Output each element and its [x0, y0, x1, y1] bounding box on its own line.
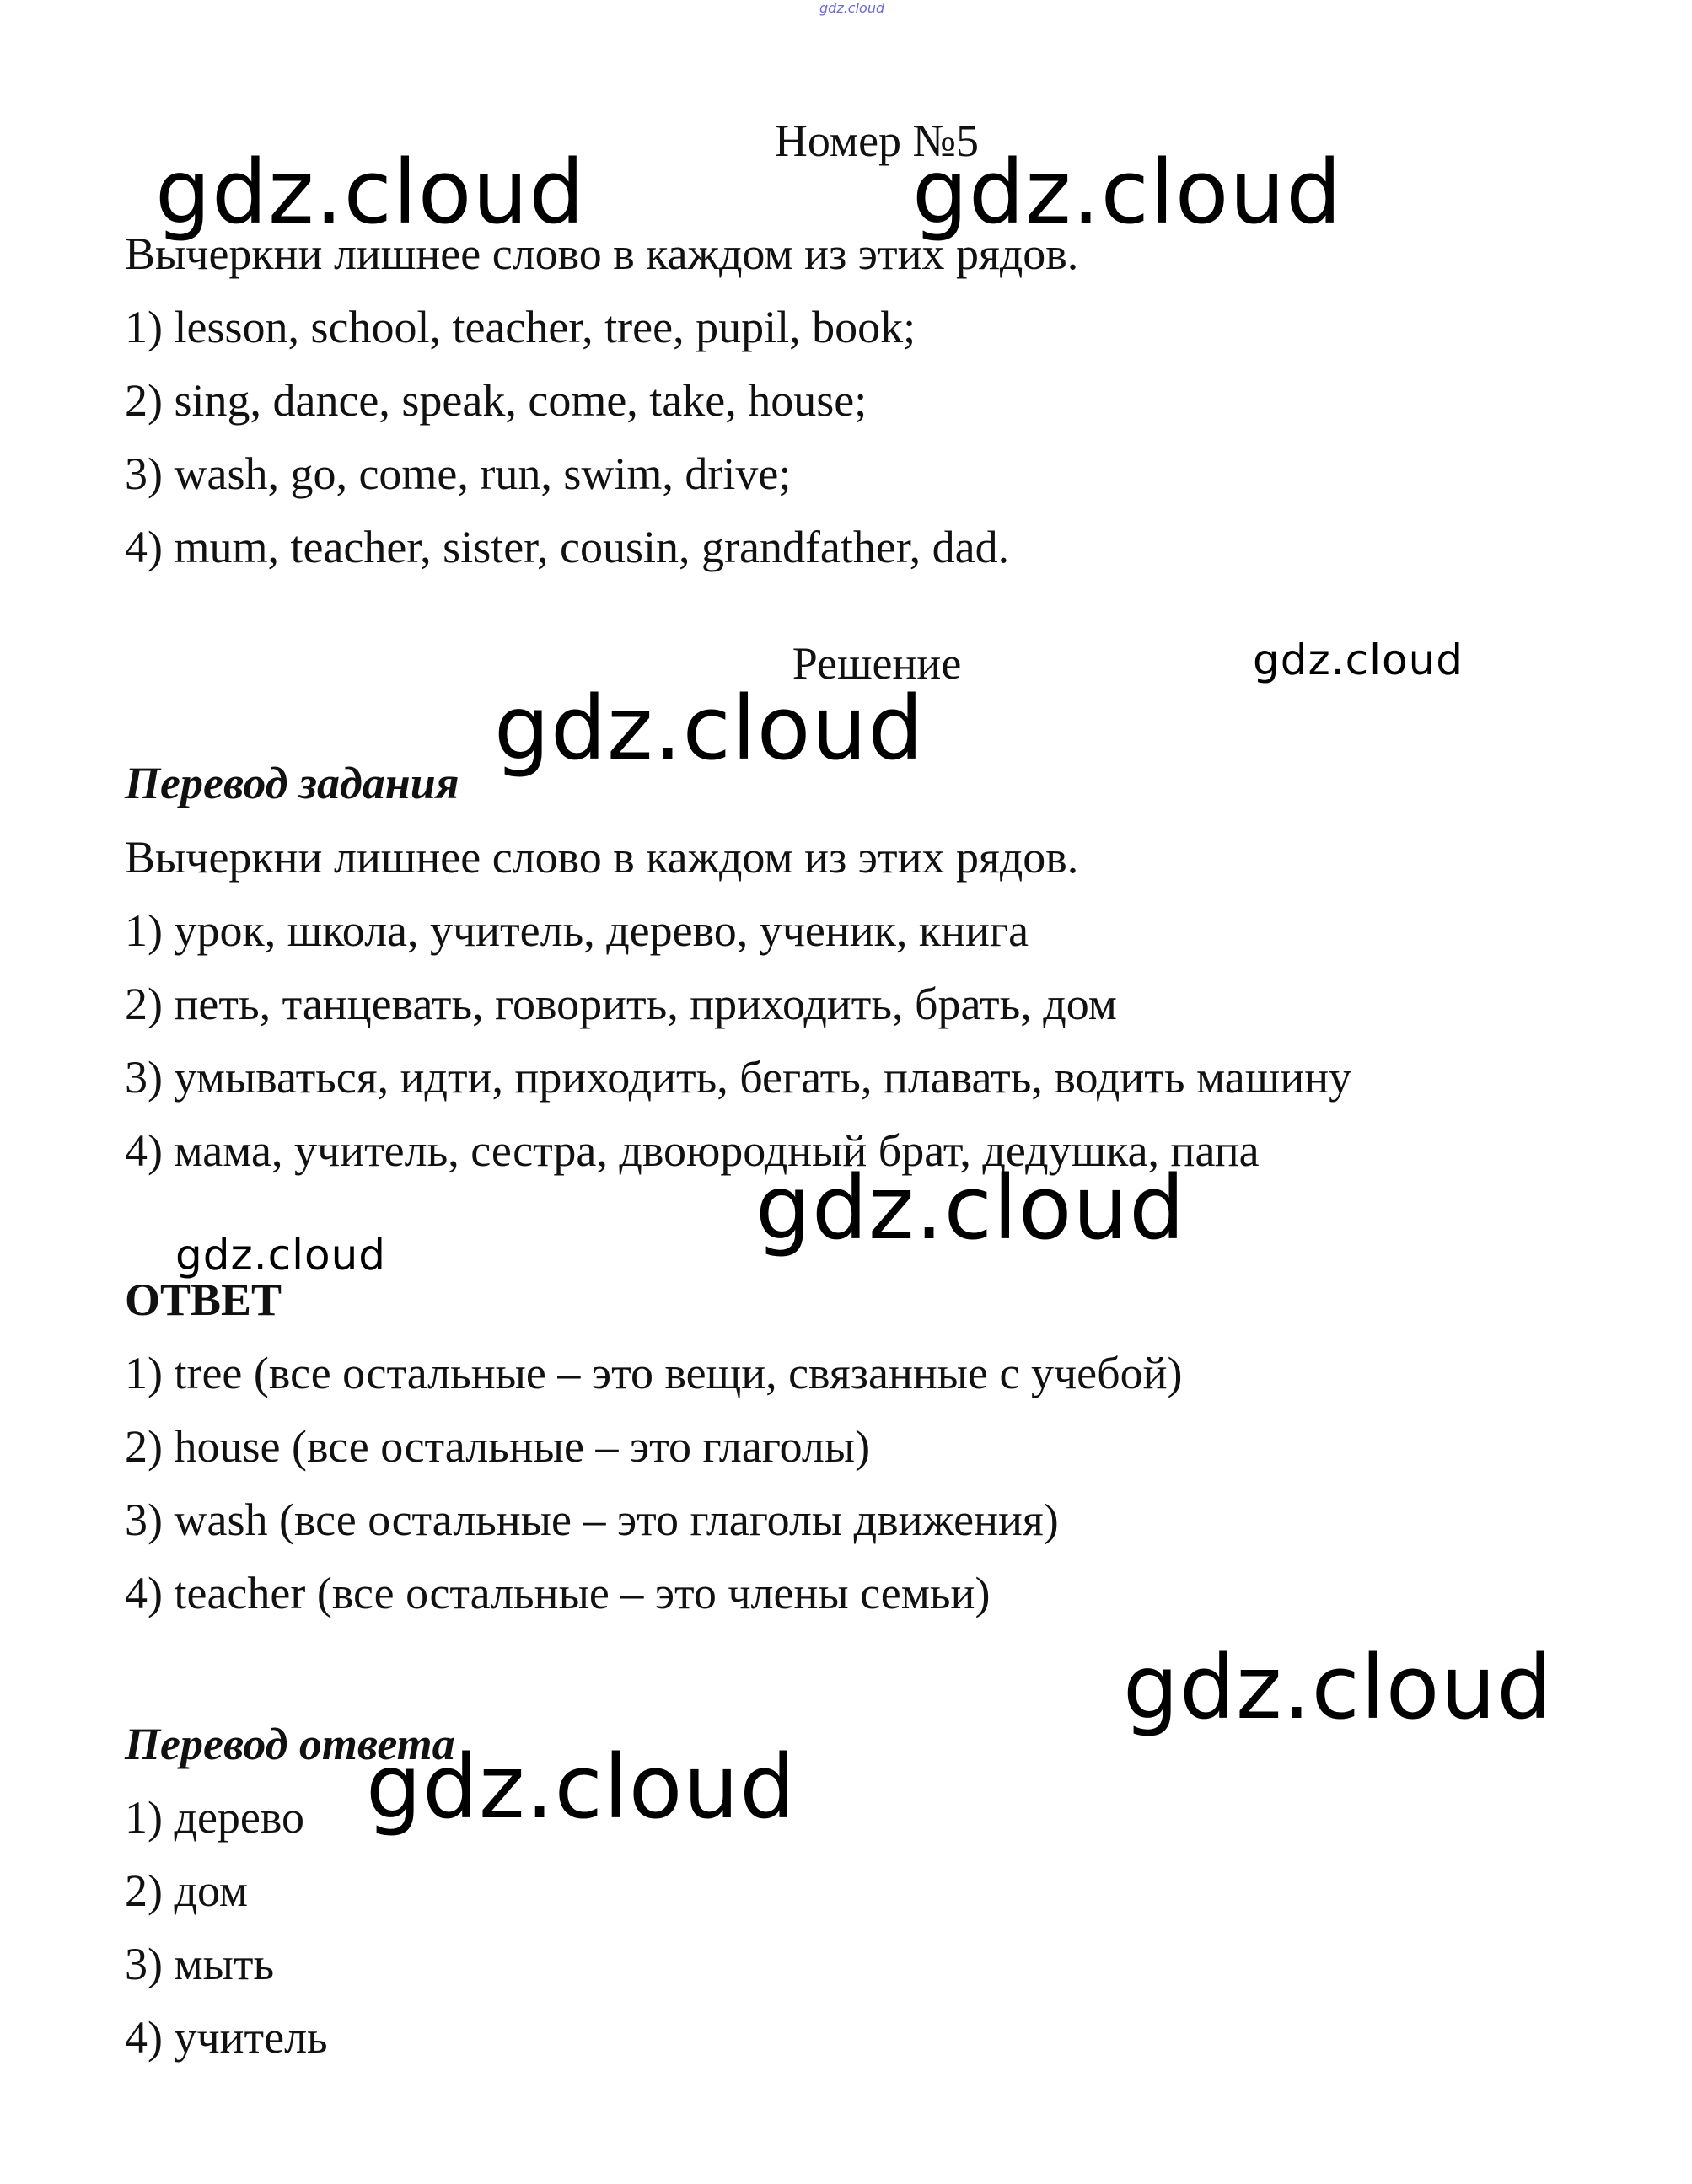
task-instruction: Вычеркни лишнее слово в каждом из этих рядов.: [125, 228, 1079, 279]
answer-item: 1) tree (все остальные – это вещи, связанные с учебой): [125, 1348, 1183, 1398]
task-translation-item: 1) урок, школа, учитель, дерево, ученик, книга: [125, 905, 1029, 956]
watermark: gdz.cloud: [1123, 1636, 1554, 1739]
watermark: gdz.cloud: [755, 1156, 1186, 1259]
watermark: gdz.cloud: [175, 1231, 387, 1280]
answer-translation-item: 1) дерево: [125, 1792, 305, 1843]
answer-translation-heading: Перевод ответа: [125, 1719, 455, 1769]
watermark: gdz.cloud: [155, 141, 586, 244]
task-item: 3) wash, go, come, run, swim, drive;: [125, 448, 792, 499]
watermark: gdz.cloud: [912, 141, 1343, 244]
page-title: Номер №5: [774, 115, 980, 166]
answer-translation-item: 3) мыть: [125, 1939, 275, 1989]
task-item: 2) sing, dance, speak, come, take, house;: [125, 375, 867, 426]
task-item: 4) mum, teacher, sister, cousin, grandfather, dad.: [125, 522, 1010, 572]
top-watermark: gdz.cloud: [819, 0, 885, 16]
answer-item: 2) house (все остальные – это глаголы): [125, 1421, 871, 1472]
answer-item: 4) teacher (все остальные – это члены семьи): [125, 1568, 991, 1618]
answer-heading: ОТВЕТ: [125, 1274, 282, 1325]
watermark: gdz.cloud: [366, 1736, 797, 1838]
solution-label: Решение: [792, 638, 962, 689]
watermark: gdz.cloud: [494, 677, 925, 780]
answer-item: 3) wash (все остальные – это глаголы движения): [125, 1494, 1059, 1545]
task-translation-instruction: Вычеркни лишнее слово в каждом из этих рядов.: [125, 832, 1079, 883]
task-translation-heading: Перевод задания: [125, 758, 459, 808]
answer-translation-item: 2) дом: [125, 1865, 249, 1916]
task-translation-item: 4) мама, учитель, сестра, двоюродный брат, дедушка, папа: [125, 1125, 1260, 1176]
task-translation-item: 2) петь, танцевать, говорить, приходить, брать, дом: [125, 979, 1117, 1029]
task-item: 1) lesson, school, teacher, tree, pupil, book;: [125, 302, 916, 352]
answer-translation-item: 4) учитель: [125, 2012, 328, 2063]
watermark: gdz.cloud: [1253, 636, 1464, 684]
task-translation-item: 3) умываться, идти, приходить, бегать, плавать, водить машину: [125, 1052, 1352, 1103]
